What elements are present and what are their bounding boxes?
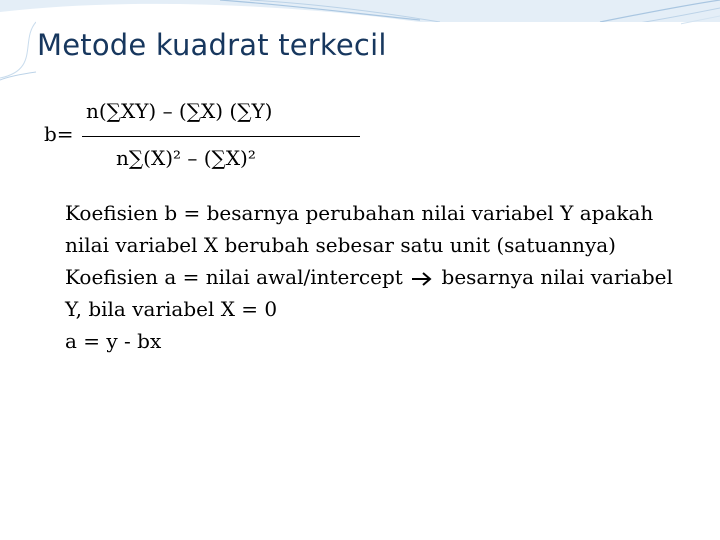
coefficient-a-description: besarnya nilai variabel Y, bila variabel X = 0 (65, 265, 673, 321)
formula-denominator: n∑(X)² – (∑X)² (116, 146, 256, 170)
intercept-equation: a = y - bx (65, 329, 162, 353)
paragraph-coefficient-b: Koefisien b = besarnya perubahan nilai variabel Y apakah nilai variabel X berubah sebesar satu unit (satuannya) (65, 201, 654, 257)
fraction-line (82, 136, 360, 137)
slide-title: Metode kuadrat terkecil (37, 28, 387, 62)
formula-numerator: n(∑XY) – (∑X) (∑Y) (86, 99, 273, 123)
body-text (65, 197, 685, 357)
coefficient-a-text: Koefisien a = nilai awal/intercept (65, 265, 403, 289)
right-arrow-icon (409, 271, 435, 287)
formula-lhs: b= (44, 122, 74, 146)
paragraph-coefficient-a (65, 261, 685, 325)
